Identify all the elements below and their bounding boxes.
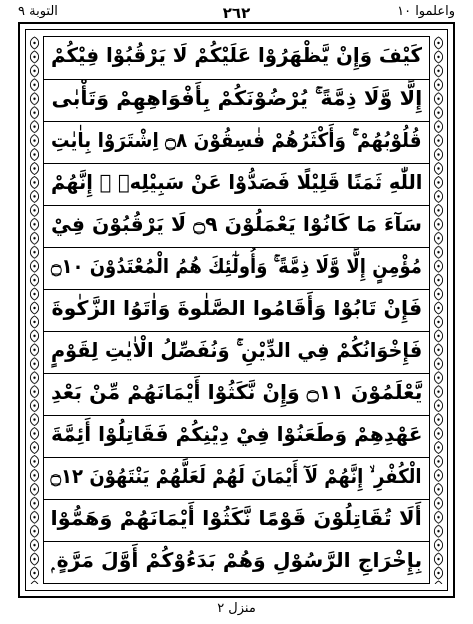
verse-line-text: سَآءَ مَا كَانُوْا يَعْمَلُوْنَ ۝٩ لَا يَرْقُبُوْنَ فِيْ [50, 211, 423, 236]
verse-line-text: قُلُوْبُهُمْ ۚ وَأَكْثَرُهُمْ فٰسِقُوْنَ ۝٨ اِشْتَرَوْا بِاٰيٰتِ [51, 127, 422, 152]
verse-line [44, 247, 429, 284]
verse-line-text: اللّٰهِ ثَمَنًا قَلِيْلًا فَصَدُّوْا عَنْ سَبِيْلِهٖ ۚ إِنَّهُمْ [50, 169, 423, 194]
verse-line-text: أَلَا تُقَاتِلُوْنَ قَوْمًا نَّكَثُوْا أَيْمَانَهُمْ وَهَمُّوْا [50, 505, 423, 530]
verse-line [44, 205, 429, 242]
verse-line-text: فَإِخْوَانُكُمْ فِي الدِّيْنِ ۚ وَنُفَصِّلُ الْاٰيٰتِ لِقَوْمٍ [50, 337, 423, 362]
verse-line-text: مُؤْمِنٍ إِلًّا وَّلَا ذِمَّةً ۚ وَأُولٰٓئِكَ هُمُ الْمُعْتَدُوْنَ ۝١٠ [51, 253, 422, 278]
verse-line-text: عَهْدِهِمْ وَطَعَنُوْا فِيْ دِيْنِكُمْ فَقَاتِلُوْا أَئِمَّةَ [50, 421, 423, 446]
verse-line [44, 499, 429, 536]
left-border-ornament [26, 36, 43, 584]
verse-line [44, 541, 429, 578]
verse-line-text: يَّعْلَمُوْنَ ۝١١ وَإِنْ نَّكَثُوْا أَيْمَانَهُمْ مِّنْ بَعْدِ [50, 379, 423, 404]
manzil-marker: منزل ٢ [217, 601, 256, 616]
verse-line [44, 331, 429, 368]
verse-line [44, 415, 429, 452]
page-border-frame [18, 22, 455, 598]
page-number: ٢٦٢ [222, 4, 251, 22]
verse-line-text: بِإِخْرَاجِ الرَّسُوْلِ وَهُمْ بَدَءُوْكُمْ أَوَّلَ مَرَّةٍ ۭ [51, 547, 422, 572]
verse-line [44, 457, 429, 494]
right-border-ornament [430, 36, 447, 584]
verse-line [44, 37, 429, 74]
header-surah-name: التوبة ٩ [18, 4, 58, 19]
verse-line [44, 79, 429, 116]
header-juz-name: واعلموا ١٠ [397, 4, 455, 19]
verse-line [44, 289, 429, 326]
verse-line [44, 163, 429, 200]
verse-line-text: الْكُفْرِ ۙ إِنَّهُمْ لَآ أَيْمَانَ لَهُمْ لَعَلَّهُمْ يَنْتَهُوْنَ ۝١٢ [50, 463, 423, 488]
page-header [18, 4, 455, 24]
verse-line-text: كَيْفَ وَإِنْ يَّظْهَرُوْا عَلَيْكُمْ لَا يَرْقُبُوْا فِيْكُمْ [50, 43, 423, 68]
verse-line-text: فَإِنْ تَابُوْا وَأَقَامُوا الصَّلٰوةَ وَاٰتَوُا الزَّكٰوةَ [51, 295, 422, 320]
verse-lines [44, 37, 429, 583]
verse-line [44, 121, 429, 158]
verse-line [44, 373, 429, 410]
verse-line-text: إِلًّا وَّلَا ذِمَّةً ۚ يُرْضُوْنَكُمْ بِأَفْوَاهِهِمْ وَتَأْبٰى [51, 85, 422, 110]
